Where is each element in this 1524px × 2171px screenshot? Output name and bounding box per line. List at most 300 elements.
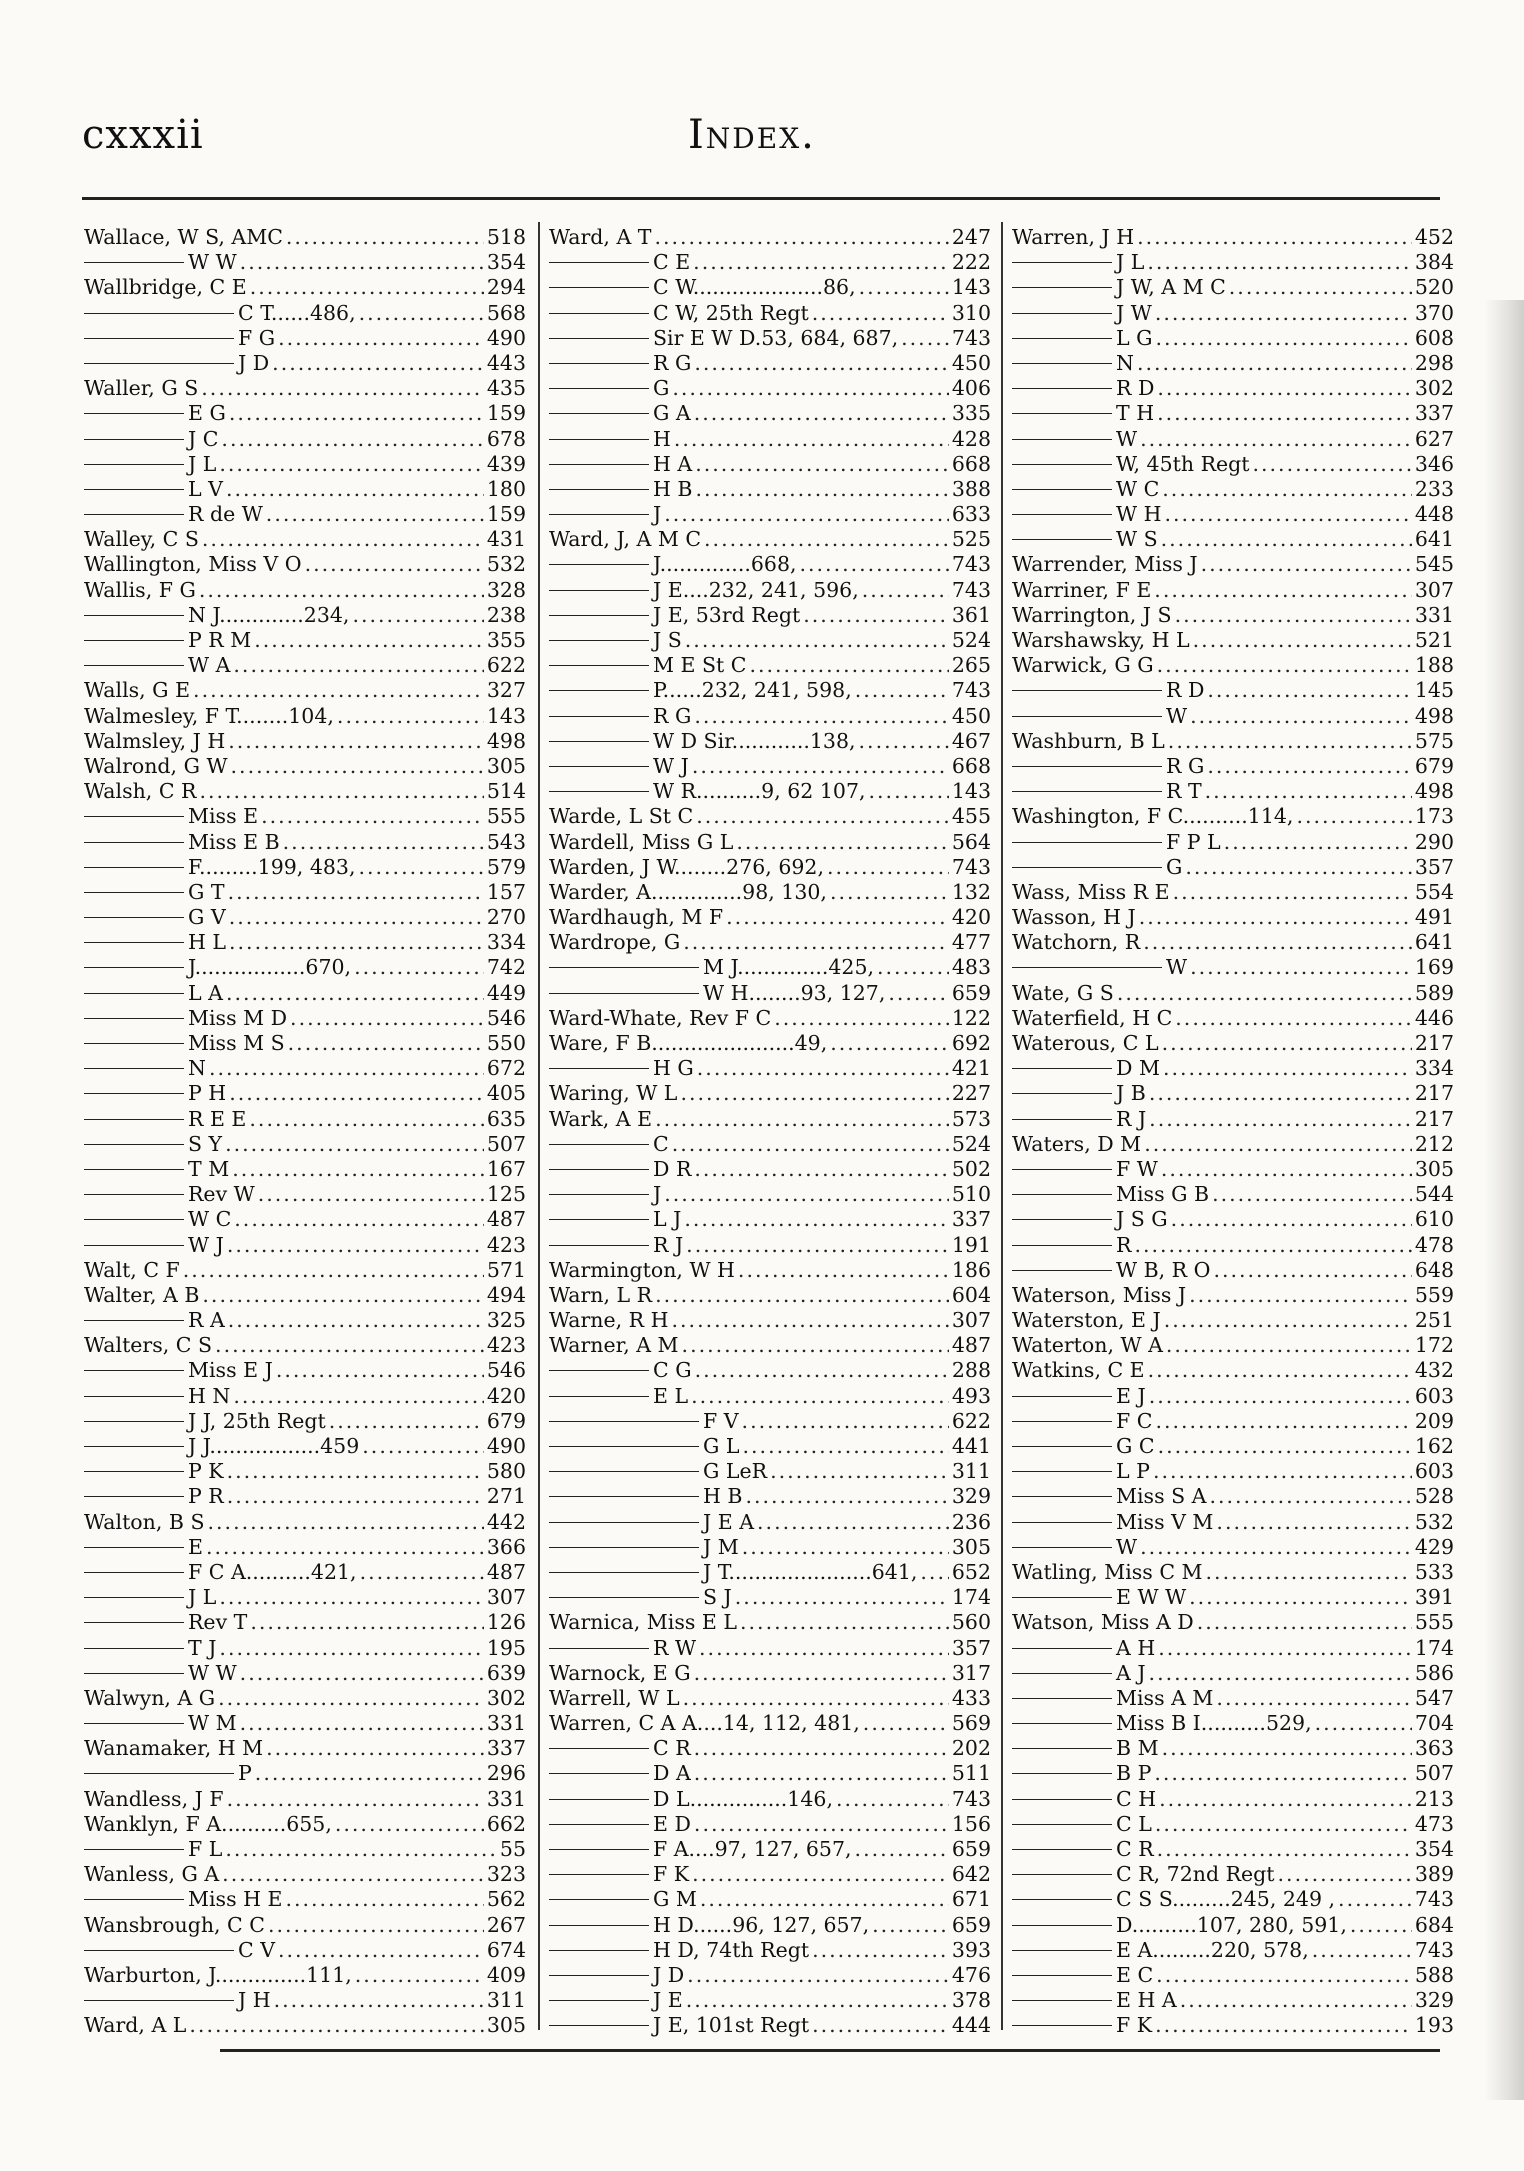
index-entry [1012, 1283, 1454, 1308]
leader-dots [1207, 754, 1412, 779]
entry-name: F W [1116, 1156, 1158, 1181]
entry-pages: 610 [1414, 1207, 1454, 1232]
index-entry [84, 1812, 526, 1837]
entry-name: J E, 53rd Regt [653, 602, 801, 627]
index-entry [84, 1409, 526, 1434]
entry-pages: 388 [951, 476, 991, 501]
leader-dots [1137, 225, 1412, 250]
leader-dots [355, 1963, 484, 1988]
leader-dots [1137, 351, 1412, 376]
entry-name: F L [188, 1837, 223, 1861]
entry-pages: 450 [951, 703, 991, 728]
leader-dots [749, 653, 948, 678]
ditto-dash [549, 388, 649, 389]
ditto-dash [84, 1673, 184, 1674]
ditto-dash [84, 313, 234, 314]
entry-name: E A.........220, 578, [1116, 1937, 1309, 1962]
entry-pages: 491 [1414, 905, 1454, 930]
entry-pages: 431 [486, 527, 526, 552]
leader-dots [288, 1031, 484, 1056]
entry-name: L V [188, 476, 223, 501]
entry-name: Walley, C S [84, 527, 199, 552]
entry-pages: 627 [1414, 426, 1454, 451]
leader-dots [201, 376, 484, 401]
index-entry [84, 603, 526, 628]
entry-name: Ward, J, A M C [549, 527, 702, 552]
entry-name: D M [1116, 1056, 1160, 1081]
entry-pages: 668 [951, 753, 991, 778]
index-entry [84, 1107, 526, 1132]
index-entry [84, 376, 526, 401]
ditto-dash [1012, 2025, 1112, 2026]
ditto-dash [84, 514, 184, 515]
index-entry [84, 552, 526, 577]
entry-name: Warde, L St C [549, 804, 694, 829]
entry-name: W H........93, 127, [703, 980, 886, 1005]
entry-pages: 251 [1414, 1308, 1454, 1333]
index-entry [1012, 855, 1454, 880]
entry-pages: 622 [486, 653, 526, 678]
leader-dots [694, 1157, 948, 1182]
ditto-dash [549, 1169, 649, 1170]
entry-name: Wardhaugh, M F [549, 905, 724, 930]
ditto-dash [84, 1421, 184, 1422]
ditto-dash [84, 892, 184, 893]
leader-dots [672, 376, 948, 401]
ditto-dash [84, 665, 184, 666]
ditto-dash [1012, 1849, 1112, 1850]
index-entry [84, 1358, 526, 1383]
entry-name: E D [653, 1811, 691, 1836]
index-entry [84, 1963, 526, 1988]
leader-dots [830, 880, 949, 905]
entry-pages: 213 [1414, 1786, 1454, 1811]
leader-dots [268, 1913, 484, 1938]
index-entry [549, 225, 991, 250]
index-entry [84, 930, 526, 955]
index-entry [1012, 1409, 1454, 1434]
entry-name: J B [1116, 1081, 1146, 1106]
entry-pages: 555 [1414, 1610, 1454, 1635]
entry-name: J E, 101st Regt [653, 2013, 810, 2038]
entry-pages: 532 [1414, 1509, 1454, 1534]
leader-dots [290, 1006, 484, 1031]
entry-pages: 448 [1414, 502, 1454, 527]
ditto-dash [84, 1950, 234, 1951]
leader-dots [193, 678, 484, 703]
entry-name: Walwyn, A G [84, 1685, 216, 1710]
leader-dots [683, 1686, 949, 1711]
entry-pages: 355 [486, 628, 526, 652]
leader-dots [202, 527, 484, 552]
leader-dots [1278, 1862, 1412, 1887]
ditto-dash [84, 262, 184, 263]
leader-dots [358, 855, 483, 880]
entry-name: Wallington, Miss V O [84, 552, 302, 577]
entry-pages: 335 [951, 401, 991, 426]
entry-name: F C [1116, 1408, 1153, 1433]
leader-dots [812, 301, 949, 326]
entry-pages: 217 [1414, 1081, 1454, 1106]
entry-name: W C [188, 1207, 232, 1232]
index-entry [549, 1585, 991, 1610]
index-entry [549, 1459, 991, 1484]
entry-name: C R [1116, 1837, 1154, 1861]
leader-dots [227, 1459, 484, 1484]
leader-dots [863, 1711, 949, 1736]
entry-pages: 290 [1414, 829, 1454, 854]
index-entry [84, 1182, 526, 1207]
leader-dots [745, 1484, 948, 1509]
index-entry [1012, 477, 1454, 502]
leader-dots [227, 1787, 484, 1812]
ditto-dash [549, 1799, 649, 1800]
entry-pages: 478 [1414, 1232, 1454, 1257]
leader-dots [672, 1308, 949, 1333]
entry-name: R J [653, 1232, 684, 1257]
ditto-dash [549, 1446, 699, 1447]
leader-dots [877, 955, 949, 980]
leader-dots [227, 1233, 484, 1258]
leader-dots [1158, 1636, 1412, 1661]
ditto-dash [84, 1723, 184, 1724]
entry-pages: 307 [486, 1585, 526, 1610]
entry-pages: 421 [951, 1056, 991, 1081]
leader-dots [183, 1258, 484, 1283]
entry-name: Waters, D M [1012, 1131, 1142, 1156]
leader-dots [696, 804, 949, 829]
index-entry [84, 1711, 526, 1736]
entry-pages: 435 [486, 376, 526, 401]
leader-dots [664, 1182, 949, 1207]
ditto-dash [549, 1975, 649, 1976]
entry-pages: 307 [951, 1308, 991, 1333]
entry-name: Wandless, J F [84, 1786, 224, 1811]
index-entry [549, 981, 991, 1006]
index-entry [1012, 1207, 1454, 1232]
entry-name: Warshawsky, H L [1012, 628, 1190, 652]
leader-dots [694, 351, 949, 376]
entry-name: E [188, 1534, 203, 1559]
entry-name: Waterston, E J [1012, 1308, 1161, 1333]
entry-name: T H [1116, 401, 1155, 426]
index-entry [84, 1787, 526, 1812]
index-entry [549, 1031, 991, 1056]
ditto-dash [549, 993, 699, 994]
leader-dots [1155, 1409, 1411, 1434]
ditto-dash [549, 514, 649, 515]
leader-dots [812, 1938, 949, 1963]
leader-dots [920, 1560, 948, 1585]
leader-dots [1190, 955, 1412, 980]
index-entry [549, 1484, 991, 1509]
entry-name: Warren, J H [1012, 225, 1135, 249]
leader-dots [700, 1887, 949, 1912]
leader-dots [691, 1384, 949, 1409]
index-entry [549, 351, 991, 376]
entry-name: R A [188, 1308, 225, 1333]
entry-pages: 271 [486, 1484, 526, 1509]
leader-dots [888, 981, 949, 1006]
leader-dots [286, 225, 484, 250]
leader-dots [1296, 804, 1411, 829]
entry-name: J.................670, [188, 955, 352, 980]
leader-dots [228, 1308, 484, 1333]
entry-name: H G [653, 1056, 694, 1081]
entry-name: Warren, C A A....14, 112, 481, [549, 1711, 860, 1736]
index-entry [1012, 1081, 1454, 1106]
entry-pages: 502 [951, 1156, 991, 1181]
entry-name: H D, 74th Regt [653, 1937, 810, 1962]
entry-pages: 288 [951, 1358, 991, 1383]
entry-pages: 432 [1414, 1358, 1454, 1383]
index-entry [1012, 1107, 1454, 1132]
leader-dots [337, 704, 484, 729]
ditto-dash [549, 1522, 699, 1523]
leader-dots [1216, 1686, 1411, 1711]
ditto-dash [1012, 1648, 1112, 1649]
entry-name: N [1116, 350, 1134, 375]
index-entry [1012, 779, 1454, 804]
index-entry [84, 527, 526, 552]
entry-pages: 159 [486, 502, 526, 527]
leader-dots [226, 477, 484, 502]
leader-dots [682, 1333, 949, 1358]
entry-pages: 391 [1414, 1585, 1454, 1610]
leader-dots [683, 930, 949, 955]
entry-pages: 442 [486, 1509, 526, 1534]
entry-name: W, 45th Regt [1116, 451, 1250, 476]
leader-dots [1158, 1434, 1412, 1459]
ditto-dash [549, 1068, 649, 1069]
entry-pages: 409 [486, 1962, 526, 1987]
leader-dots [232, 1157, 484, 1182]
column-divider [1001, 222, 1003, 2030]
leader-dots [278, 326, 484, 351]
entry-pages: 270 [486, 905, 526, 930]
index-entry [84, 2013, 526, 2038]
ditto-dash [1012, 1093, 1112, 1094]
index-entry [549, 452, 991, 477]
index-entry [549, 855, 991, 880]
index-entry [84, 275, 526, 300]
entry-pages: 678 [486, 426, 526, 451]
entry-name: C W, 25th Regt [653, 300, 809, 325]
entry-name: G V [188, 905, 226, 930]
leader-dots [704, 527, 949, 552]
leader-dots [742, 1409, 949, 1434]
ditto-dash [84, 842, 184, 843]
index-entry [549, 275, 991, 300]
entry-pages: 498 [1414, 779, 1454, 804]
index-entry [549, 1157, 991, 1182]
leader-dots [1163, 1056, 1412, 1081]
entry-name: W [1116, 426, 1138, 451]
leader-dots [738, 1258, 949, 1283]
ditto-dash [1012, 842, 1162, 843]
index-entry [1012, 1384, 1454, 1409]
index-entry [549, 1132, 991, 1157]
entry-pages: 329 [1414, 1988, 1454, 2013]
index-entry [549, 250, 991, 275]
index-entry [1012, 930, 1454, 955]
leader-dots [655, 1107, 949, 1132]
entry-pages: 692 [951, 1031, 991, 1055]
entry-name: H B [653, 476, 693, 501]
index-entry [84, 1157, 526, 1182]
entry-name: W A [188, 653, 231, 678]
leader-dots [240, 250, 484, 275]
ditto-dash [84, 489, 184, 490]
index-entry [84, 1484, 526, 1509]
entry-pages: 743 [951, 552, 991, 577]
leader-dots [1149, 1081, 1412, 1106]
entry-name: Ware, F B......................49, [549, 1031, 828, 1055]
index-entry [1012, 351, 1454, 376]
ditto-dash [549, 665, 649, 666]
entry-name: F.........199, 483, [188, 854, 356, 879]
entry-name: Miss H E [188, 1887, 283, 1912]
index-entry [1012, 452, 1454, 477]
entry-pages: 331 [486, 1786, 526, 1811]
leader-dots [218, 1686, 484, 1711]
leader-dots [329, 1409, 484, 1434]
leader-dots [1209, 1484, 1411, 1509]
index-entry [549, 930, 991, 955]
entry-name: D R [653, 1156, 692, 1181]
leader-dots [1312, 1938, 1412, 1963]
entry-name: R de W [188, 502, 263, 527]
entry-pages: 659 [951, 1837, 991, 1861]
leader-dots [1206, 1560, 1412, 1585]
entry-name: C L [1116, 1811, 1152, 1836]
entry-name: F K [653, 1862, 690, 1887]
entry-pages: 298 [1414, 350, 1454, 375]
ditto-dash [84, 967, 184, 968]
entry-name: Washburn, B L [1012, 728, 1165, 753]
index-entry [549, 955, 991, 980]
entry-name: Warwick, G G [1012, 653, 1154, 678]
entry-pages: 568 [486, 300, 526, 325]
entry-pages: 554 [1414, 879, 1454, 904]
ditto-dash [84, 1648, 184, 1649]
entry-name: N [188, 1056, 206, 1081]
index-entry [549, 1182, 991, 1207]
leader-dots [827, 855, 949, 880]
ditto-dash [84, 1320, 184, 1321]
index-entry [84, 401, 526, 426]
index-entry [84, 905, 526, 930]
ditto-dash [1012, 363, 1112, 364]
entry-name: G [1166, 854, 1183, 879]
entry-name: T J [188, 1635, 217, 1660]
entry-name: W J [188, 1232, 224, 1257]
entry-pages: 233 [1414, 476, 1454, 501]
index-entry [1012, 1887, 1454, 1912]
entry-name: J W, A M C [1116, 275, 1226, 300]
index-entry [84, 1636, 526, 1661]
entry-name: L A [188, 980, 223, 1005]
entry-name: J E....232, 241, 596, [653, 577, 859, 602]
index-entry [1012, 1913, 1454, 1938]
entry-name: Walrond, G W [84, 753, 228, 778]
index-entry [549, 376, 991, 401]
entry-name: E W W [1116, 1585, 1187, 1610]
index-entry [84, 628, 526, 653]
leader-dots [1171, 1207, 1412, 1232]
ditto-dash [1012, 1421, 1112, 1422]
entry-name: S Y [188, 1131, 223, 1156]
ditto-dash [549, 1219, 649, 1220]
index-entry [549, 754, 991, 779]
ditto-dash [549, 615, 649, 616]
entry-name: R W [653, 1635, 697, 1660]
ditto-dash [1012, 1194, 1112, 1195]
index-entry [84, 1510, 526, 1535]
entry-pages: 363 [1414, 1736, 1454, 1761]
ditto-dash [549, 1547, 699, 1548]
leader-dots [1147, 250, 1412, 275]
index-column-1 [84, 225, 526, 2039]
entry-pages: 573 [951, 1106, 991, 1131]
entry-pages: 641 [1414, 527, 1454, 552]
entry-pages: 525 [951, 527, 991, 552]
entry-name: Waterson, Miss J [1012, 1282, 1187, 1307]
entry-name: Washington, F C..........114, [1012, 804, 1294, 829]
leader-dots [266, 502, 484, 527]
leader-dots [859, 729, 949, 754]
entry-pages: 524 [951, 628, 991, 652]
ditto-dash [549, 741, 649, 742]
entry-pages: 236 [951, 1509, 991, 1534]
entry-name: Ward, A L [84, 2013, 187, 2038]
entry-pages: 439 [486, 451, 526, 476]
leader-dots [695, 477, 948, 502]
leader-dots [208, 1510, 484, 1535]
entry-name: J C [188, 426, 219, 451]
leader-dots [1157, 1837, 1412, 1862]
entry-pages: 370 [1414, 300, 1454, 325]
entry-name: D..........107, 280, 591, [1116, 1912, 1347, 1937]
index-entry [84, 1132, 526, 1157]
entry-name: Wardrope, G [549, 930, 681, 955]
index-entry [1012, 1333, 1454, 1358]
leader-dots [219, 1636, 483, 1661]
entry-pages: 545 [1414, 552, 1454, 577]
entry-pages: 143 [951, 275, 991, 300]
entry-name: Wate, G S [1012, 980, 1114, 1005]
entry-name: L J [653, 1207, 682, 1232]
leader-dots [672, 1132, 949, 1157]
ditto-dash [549, 338, 649, 339]
entry-name: Wanklyn, F A..........655, [84, 1811, 332, 1836]
entry-pages: 169 [1414, 955, 1454, 980]
entry-name: Waring, W L [549, 1081, 678, 1106]
entry-name: P R [188, 1484, 224, 1509]
entry-name: Wallis, F G [84, 577, 196, 602]
index-entry [84, 1258, 526, 1283]
index-entry [84, 1308, 526, 1333]
leader-dots [261, 804, 484, 829]
ditto-dash [549, 791, 649, 792]
entry-pages: 186 [951, 1257, 991, 1282]
index-entry [549, 326, 991, 351]
entry-name: W M [188, 1711, 237, 1736]
entry-pages: 743 [951, 325, 991, 350]
entry-pages: 668 [951, 451, 991, 476]
index-entry [1012, 653, 1454, 678]
index-entry [549, 1207, 991, 1232]
